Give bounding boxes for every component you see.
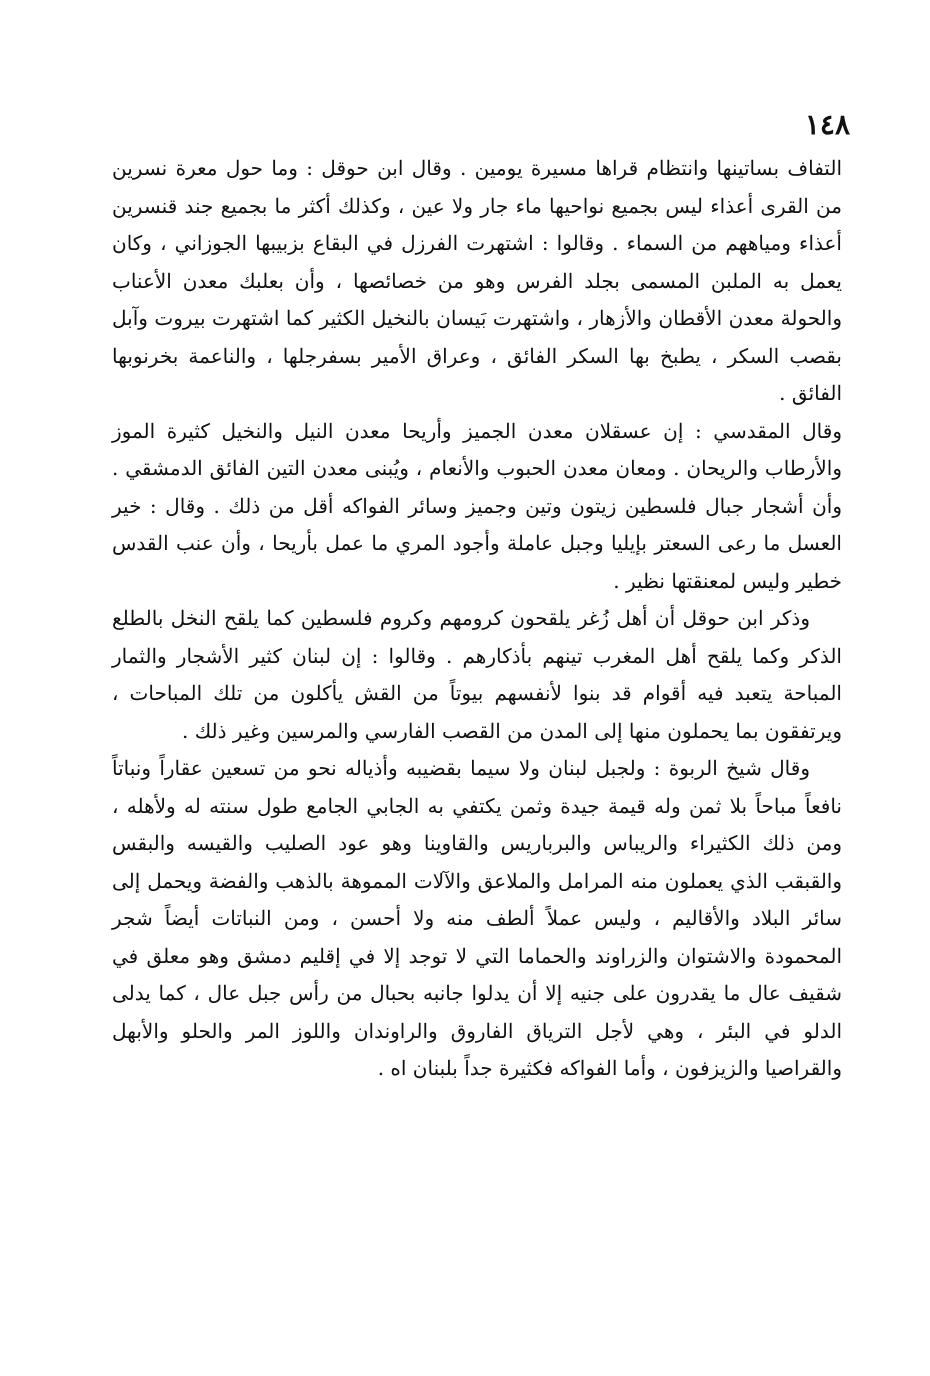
page-number: ١٤٨ xyxy=(804,108,850,141)
paragraph: وذكر ابن حوقل أن أهل زُغر يلقحون كرومهم وكروم فلسطين كما يلقح النخل بالطلع الذكر وكما يلقح أهل المغرب تينهم بأذكارهم . وقالوا : إن لبنان كثير الأشجار والثمار المباحة يتعبد فيه أقوام قد بنوا لأنفسهم بيوتاً من القش يأكلون من تلك المباحات ، ويرتفقون بما يحملون منها إلى المدن من القصب الفارسي والمرسين وغير ذلك . xyxy=(112,606,842,743)
body-text xyxy=(112,150,842,1088)
paragraph: وقال المقدسي : إن عسقلان معدن الجميز وأريحا معدن النيل والنخيل كثيرة الموز والأرطاب والريحان . ومعان معدن الحبوب والأنعام ، ويُبنى معدن التين الفائق الدمشقي . وأن أشجار جبال فلسطين زيتون وتين وجميز وسائر الفواكه أقل من ذلك . وقال : خير العسل ما رعى السعتر بإيليا وجبل عاملة وأجود المري ما عمل بأريحا ، وأن عنب القدس خطير وليس لمعنقتها نظير . xyxy=(112,418,842,593)
paragraph: وقال شيخ الربوة : ولجبل لبنان ولا سيما بقضيبه وأذياله نحو من تسعين عقاراً ونباتاً نافعاً مباحاً بلا ثمن وله قيمة جيدة وثمن يكتفي به الجابي الجامع طول سنته له ولأهله ، ومن ذلك الكثيراء والريباس والبرباريس والقاوينا وهو عود الصليب والقيسه والبقس والقبقب الذي يعملون منه المرامل والملاعق والآلات المموهة بالذهب والفضة ويحمل إلى سائر البلاد والأقاليم ، وليس عملاً ألطف منه ولا أحسن ، ومن النباتات أيضاً شجر المحمودة والاشتوان والزراوند والحماما التي لا توجد إلا في إقليم دمشق وهو معلق في شقيف عال ما يقدرون على جنيه إلا أن يدلوا جانبه بحبال من رأس جبل عال ، كما يدلى الدلو في البئر ، وهي لأجل الترياق الفاروق والراوندان واللوز المر والحلو والأبهل والقراصيا والزيزفون ، وأما الفواكه فكثيرة جداً بلبنان اه . xyxy=(112,756,842,1080)
paragraph: التفاف بساتينها وانتظام قراها مسيرة يومين . وقال ابن حوقل : وما حول معرة نسرين من القرى أعذاء ليس بجميع نواحيها ماء جار ولا عين ، وكذلك أكثر ما بجميع جند قنسرين أعذاء ومياههم من السماء . وقالوا : اشتهرت الفرزل في البقاع بزبيبها الجوزاني ، وكان يعمل به الملبن المسمى بجلد الفرس وهو من خصائصها ، وأن بعلبك معدن الأعناب والحولة معدن الأقطان والأزهار ، واشتهرت بَيسان بالنخيل الكثير كما اشتهرت بيروت وآبل بقصب السكر ، يطبخ بها السكر الفائق ، وعراق الأمير بسفرجلها ، والناعمة بخرنوبها الفائق . xyxy=(112,156,842,405)
